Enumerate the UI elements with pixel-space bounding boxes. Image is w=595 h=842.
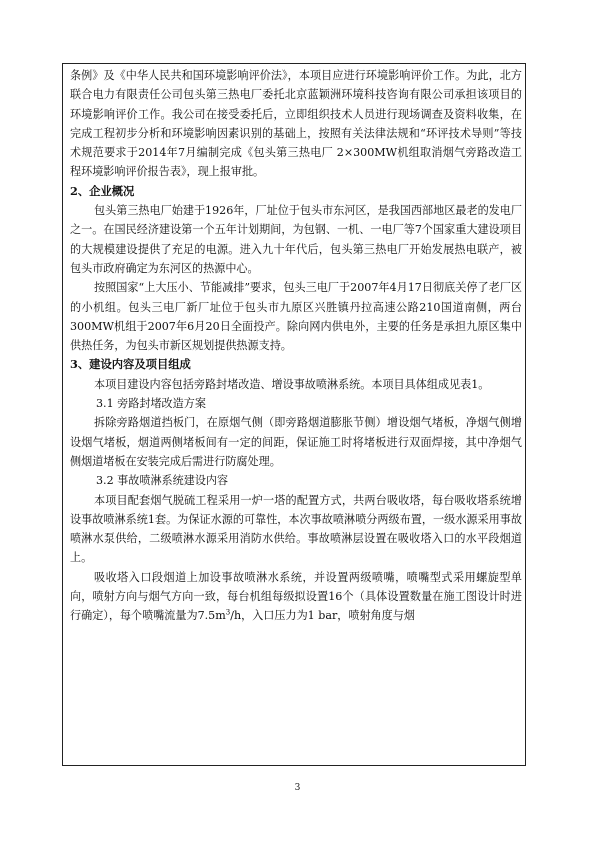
section-heading-construction-content: 3、建设内容及项目组成 <box>70 357 191 372</box>
paragraph-spray-nozzles <box>70 568 522 626</box>
paragraph-bypass-plan: 拆除旁路烟道挡板门，在原烟气侧（即旁路烟道膨胀节侧）增设烟气堵板，净烟气侧增设烟气堵板，烟道两侧堵板间有一定的间距，保证施工时将堵板进行双面焊接，其中净烟气侧烟道堵板在安装完成后需进行防腐处理。 <box>70 416 522 468</box>
paragraph-spray-system: 本项目配套烟气脱硫工程采用一炉一塔的配置方式，共两台吸收塔，每台吸收塔系统增设事故喷淋系统1套。为保证水源的可靠性，本次事故喷淋喷分两级布置，一级水源采用事故喷淋水泵供给，二级喷淋水源采用消防水供给。事故喷淋层设置在吸收塔入口的水平段烟道上。 <box>70 493 522 565</box>
superscript-3: 3 <box>225 608 231 617</box>
subsection-heading-spray-system: 3.2 事故喷淋系统建设内容 <box>96 474 229 488</box>
section-heading-enterprise-overview: 2、企业概况 <box>70 183 135 198</box>
page-number: 3 <box>294 783 301 793</box>
paragraph-eia-intro: 条例》及《中华人民共和国环境影响评价法》，本项目应进行环境影响评价工作。为此，北方联合电力有限责任公司包头第三热电厂委托北京蓝颖洲环境科技咨询有限公司承担该项目的环境影响评价工作。我公司在接受委托后，立即组织技术人员进行现场调查及资料收集，在完成工程初步分析和环境影响因素识别的基础上，按照有关法律法规和“环评技术导则”等技术规范要求于2014年7月编制完成《包头第三热电厂 2×300MW机组取消烟气旁路改造工程环境影响评价报告表》，现上报审批。 <box>70 69 522 179</box>
paragraph-new-plant: 按照国家“上大压小、节能减排”要求，包头三电厂于2007年4月17日彻底关停了老厂区的小机组。包头三电厂新厂址位于包头市九原区兴胜镇丹拉高速公路210国道南侧，两台300MW机组于2007年6月20日全面投产。除向网内供电外，主要的任务是承担九原区集中供热任务，为包头市新区规划提供热源支持。 <box>70 281 522 353</box>
nozzle-text-part2: /h，入口压力为1 bar，喷射角度与烟 <box>230 609 415 623</box>
paragraph-plant-history: 包头第三热电厂始建于1926年，厂址位于包头市东河区，是我国西部地区最老的发电厂之一。在国民经济建设第一个五年计划期间，为包钢、一机、一电厂等7个国家重大建设项目的大规模建设提供了充足的电源。进入九十年代后，包头第三热电厂开始发展热电联产，被包头市政府确定为东河区的热源中心。 <box>70 204 522 275</box>
subsection-heading-bypass-plan: 3.1 旁路封堵改造方案 <box>96 397 206 411</box>
document-body <box>70 66 522 626</box>
nozzle-text-part1: 吸收塔入口段烟道上加设事故喷淋水系统，并设置两级喷嘴，喷嘴型式采用螺旋型单向，喷射方向与烟气方向一致，每台机组每级拟设置16个（具体设置数量在施工图设计时进行确定），每个喷嘴流量为7.5m <box>70 570 522 623</box>
paragraph-project-scope: 本项目建设内容包括旁路封堵改造、增设事故喷淋系统。本项目具体组成见表1。 <box>94 377 490 391</box>
